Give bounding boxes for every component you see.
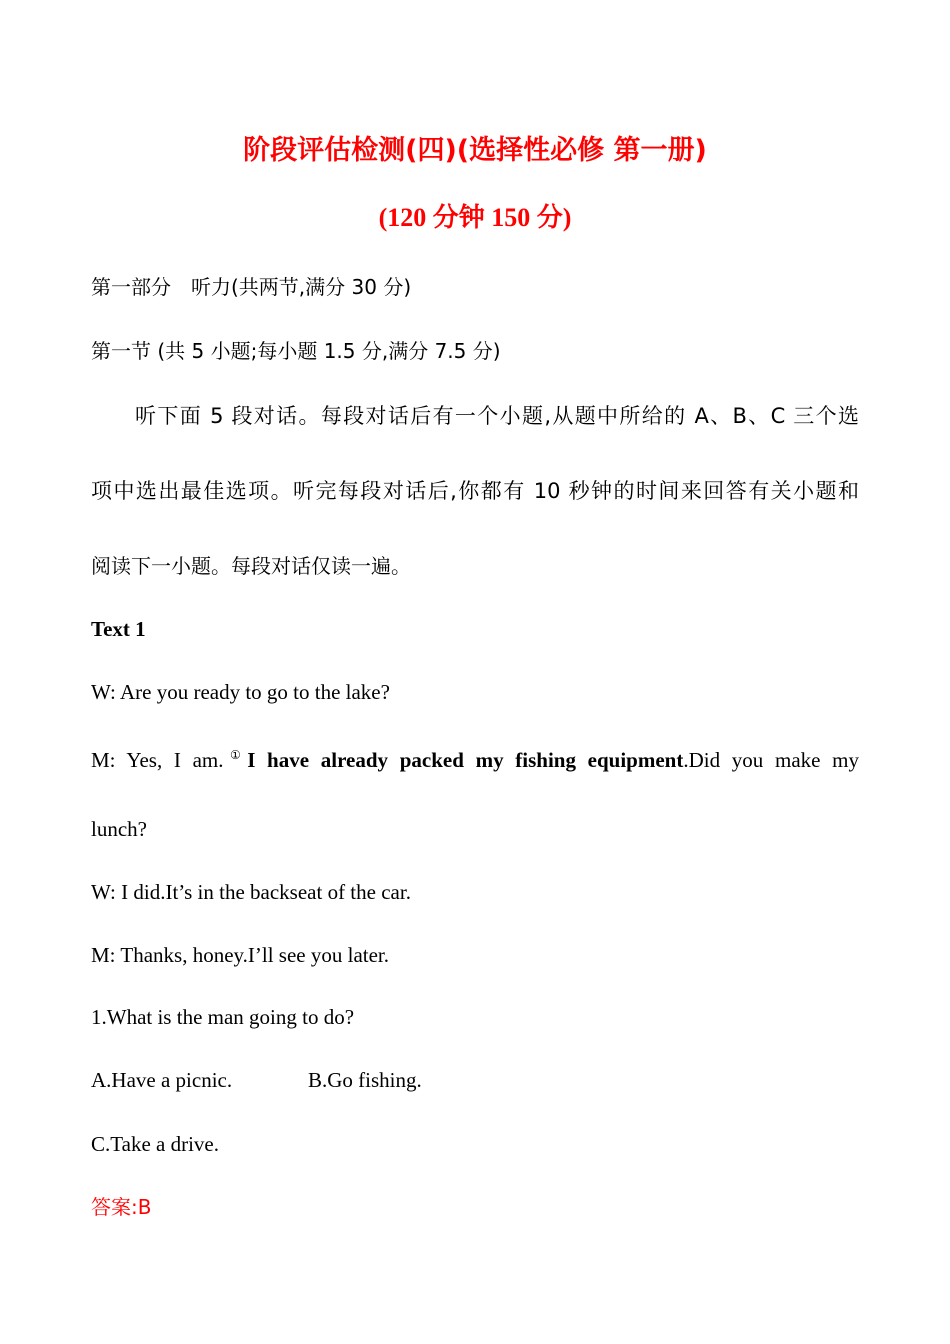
instructions-line-3: 阅读下一小题。每段对话仅读一遍。 (91, 554, 411, 578)
option-c: C.Take a drive. (91, 1132, 219, 1156)
dialogue-line-m1 (91, 740, 859, 775)
part1-heading: 第一部分 听力(共两节,满分 30 分) (91, 275, 412, 299)
dialogue-line-w1: W: Are you ready to go to the lake? (91, 680, 390, 704)
dialogue-line-w2: W: I did.It’s in the backseat of the car. (91, 880, 411, 904)
answer-text: 答案:B (91, 1195, 152, 1219)
dialogue-m1-suffix: .Did you make my (683, 748, 860, 772)
dialogue-m1-highlight: I have already packed my fishing equipment (247, 748, 684, 772)
dialogue-m1-prefix: M: Yes, I am. (91, 748, 224, 772)
text1-heading: Text 1 (91, 617, 146, 641)
option-a: A.Have a picnic. (91, 1068, 233, 1092)
annotation-marker: ① (223, 748, 248, 762)
instructions-line-2: 项中选出最佳选项。听完每段对话后,你都有 10 秒钟的时间来回答有关小题和 (91, 479, 859, 503)
section1-heading: 第一节 (共 5 小题;每小题 1.5 分,满分 7.5 分) (91, 339, 501, 363)
dialogue-line-m1-continued: lunch? (91, 817, 147, 841)
document-subtitle: (120 分钟 150 分) (378, 203, 572, 232)
options-row-1 (91, 1065, 591, 1095)
option-b: B.Go fishing. (308, 1068, 422, 1092)
dialogue-line-m2: M: Thanks, honey.I’ll see you later. (91, 943, 390, 967)
question-stem: 1.What is the man going to do? (91, 1005, 355, 1029)
instructions-line-1: 听下面 5 段对话。每段对话后有一个小题,从题中所给的 A、B、C 三个选 (135, 404, 859, 428)
document-title: 阶段评估检测(四)(选择性必修 第一册) (243, 135, 707, 166)
